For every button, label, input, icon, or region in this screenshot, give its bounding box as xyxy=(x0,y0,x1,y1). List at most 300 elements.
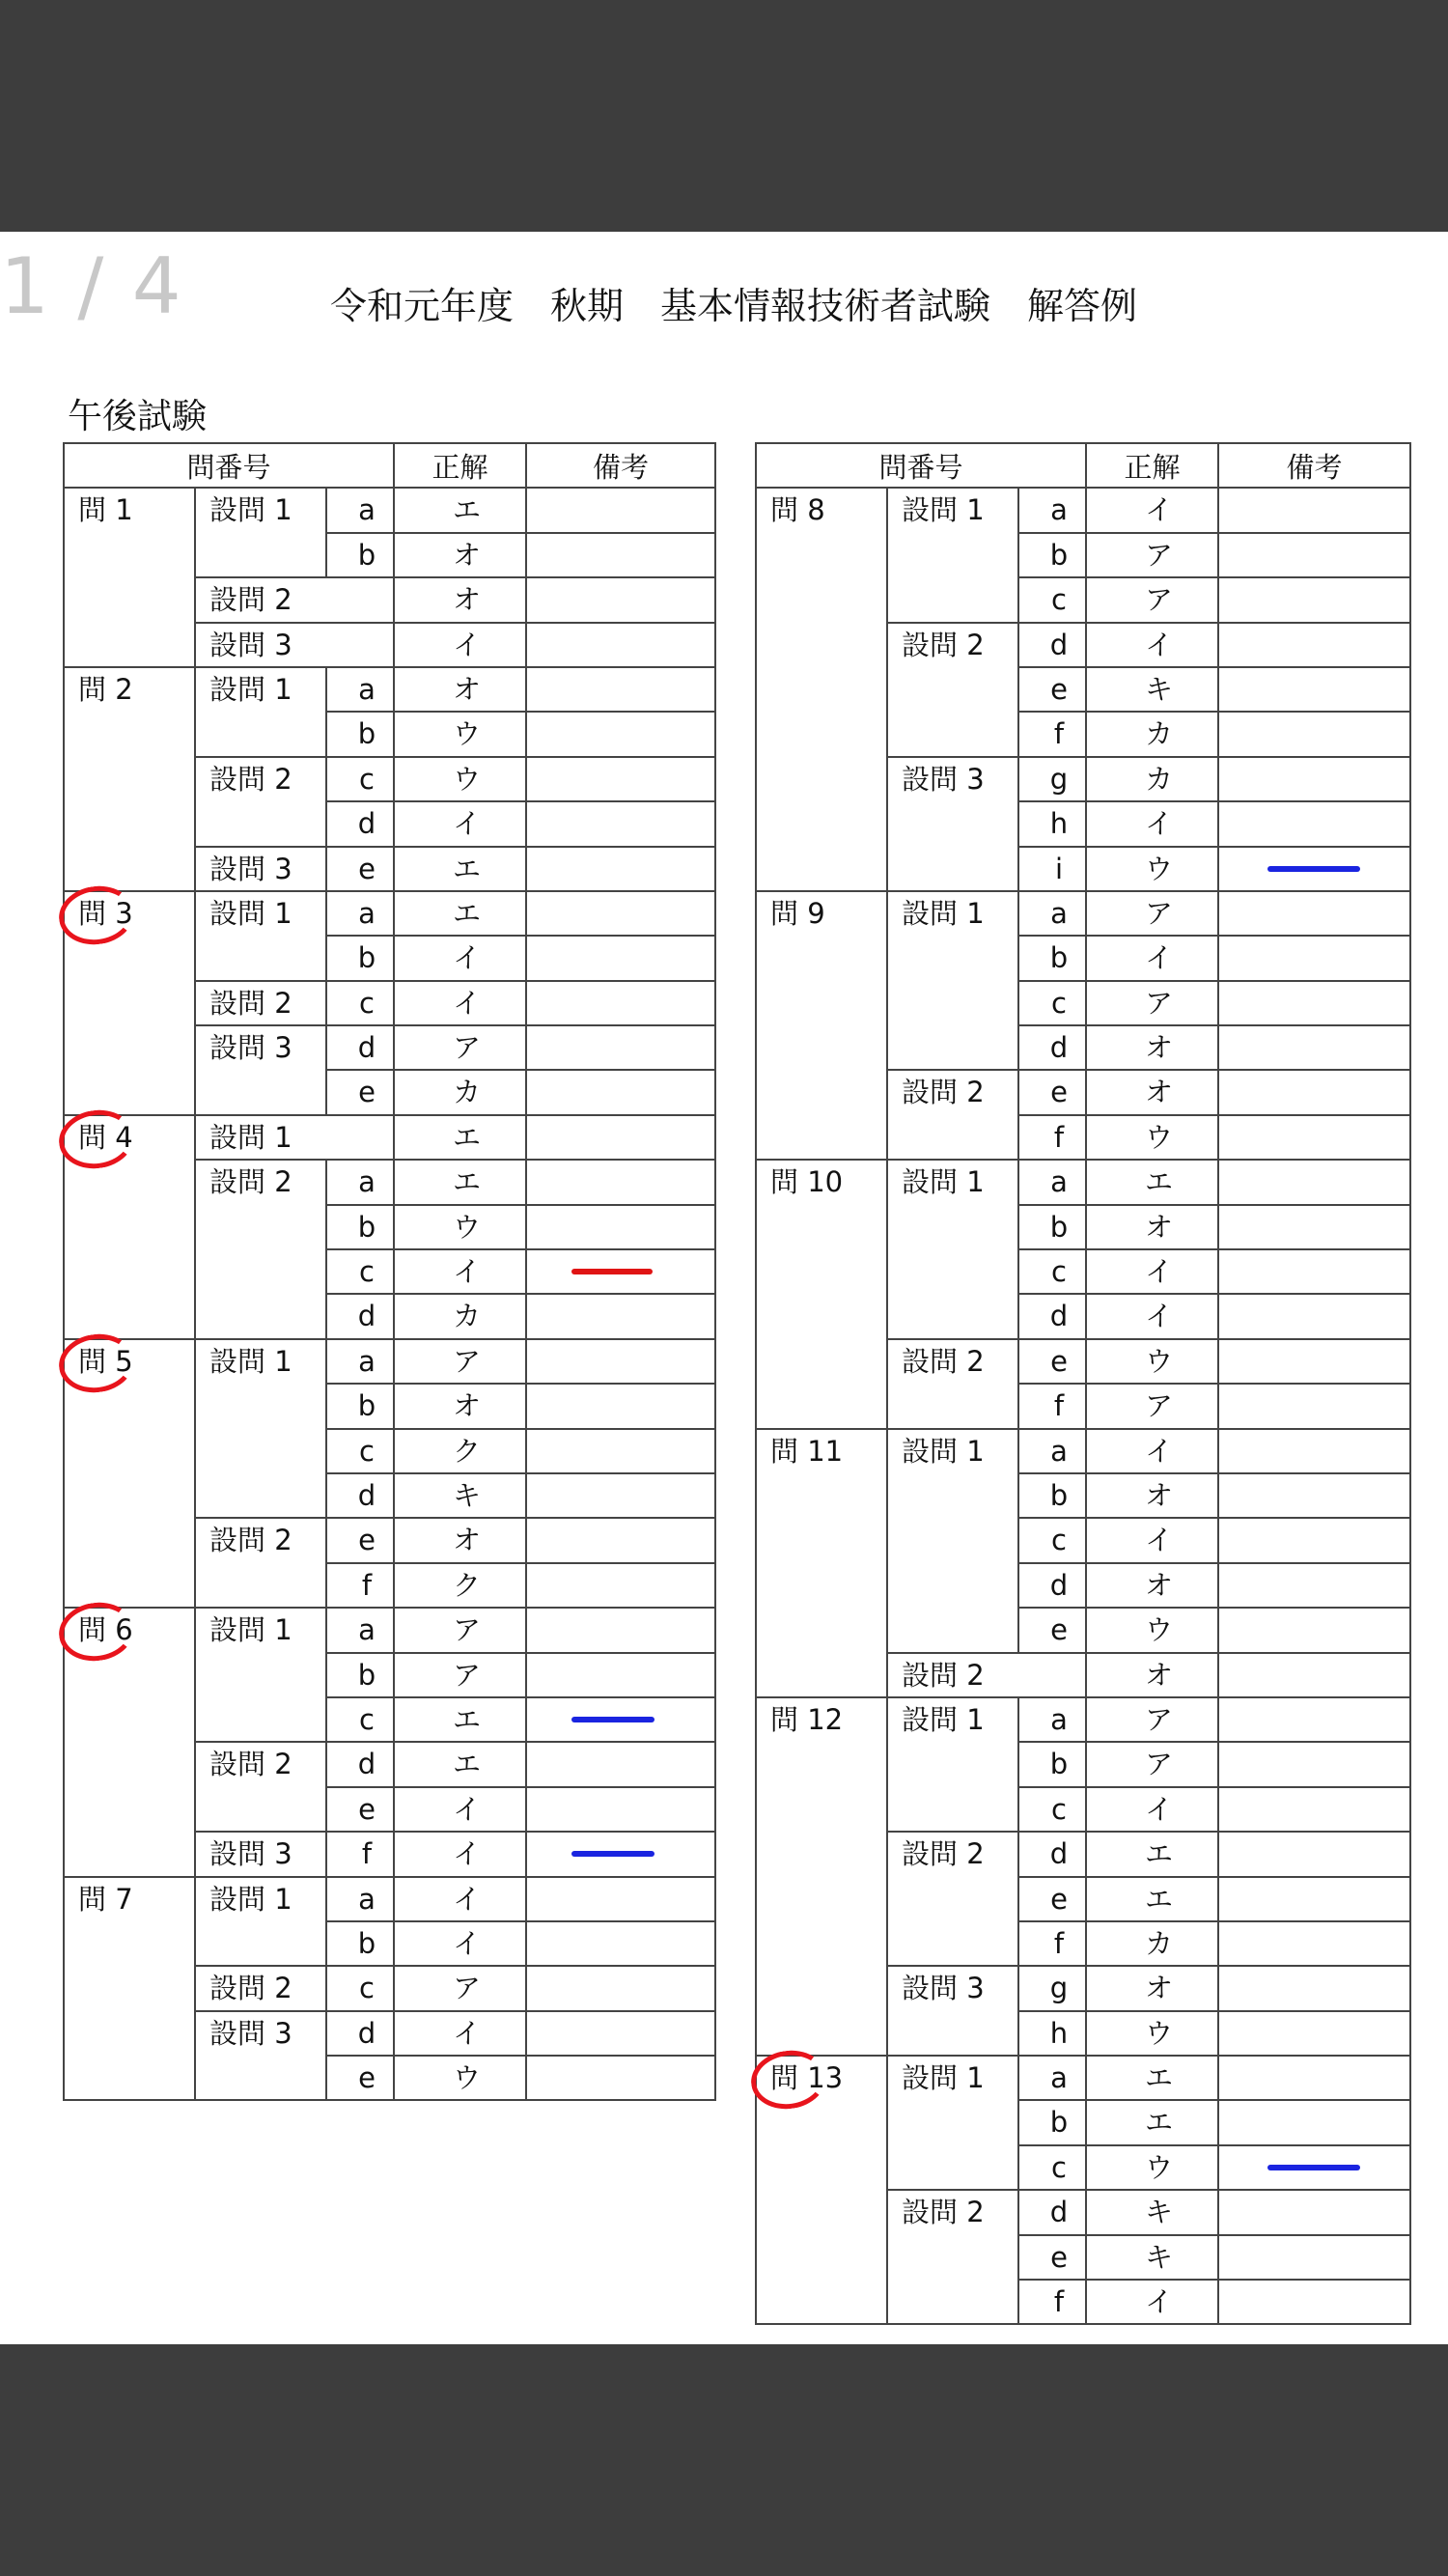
answer-cell: ウ xyxy=(394,2056,526,2100)
subquestion-label: 設問 3 xyxy=(195,847,326,891)
question-number: 問 2 xyxy=(64,667,195,891)
subquestion-label: 設問 1 xyxy=(887,1697,1018,1832)
answer-cell: ウ xyxy=(1086,2011,1218,2056)
question-number: 問 13 xyxy=(756,2056,887,2324)
answer-cell: イ xyxy=(394,1787,526,1832)
answer-cell: イ xyxy=(1086,2280,1218,2324)
table-row xyxy=(756,488,1410,532)
question-number: 問 1 xyxy=(64,488,195,667)
item-letter: c xyxy=(1018,1518,1086,1562)
note-cell xyxy=(526,1339,715,1384)
answer-cell: エ xyxy=(1086,1832,1218,1876)
answer-cell: ア xyxy=(1086,1742,1218,1786)
answer-cell: イ xyxy=(1086,936,1218,980)
note-cell xyxy=(526,1832,715,1876)
note-cell xyxy=(526,936,715,980)
note-cell xyxy=(1218,1518,1410,1562)
subquestion-label: 設問 1 xyxy=(195,667,326,757)
note-cell xyxy=(1218,1025,1410,1070)
answer-cell: オ xyxy=(1086,1966,1218,2010)
answer-cell: ウ xyxy=(394,1205,526,1249)
red-pen-mark xyxy=(571,1269,653,1274)
subquestion-label: 設問 2 xyxy=(887,623,1018,757)
note-cell xyxy=(526,2056,715,2100)
item-letter: g xyxy=(1018,1966,1086,2010)
answer-cell: オ xyxy=(1086,1473,1218,1518)
note-cell xyxy=(526,712,715,756)
answer-cell: イ xyxy=(394,623,526,667)
note-cell xyxy=(526,577,715,622)
subquestion-label: 設問 3 xyxy=(887,1966,1018,2056)
blue-pen-mark xyxy=(1267,2165,1360,2170)
answer-cell: イ xyxy=(394,2011,526,2056)
answer-cell: カ xyxy=(394,1294,526,1338)
answer-cell: カ xyxy=(1086,757,1218,801)
item-letter: f xyxy=(326,1563,394,1608)
item-letter: d xyxy=(326,1025,394,1070)
subquestion-label: 設問 2 xyxy=(195,1966,326,2010)
item-letter: b xyxy=(1018,2100,1086,2144)
answer-table-right xyxy=(755,442,1411,2325)
item-letter: c xyxy=(326,1966,394,2010)
subquestion-label: 設問 1 xyxy=(887,488,1018,622)
item-letter: d xyxy=(1018,1563,1086,1608)
item-letter: b xyxy=(1018,936,1086,980)
item-letter: a xyxy=(326,1160,394,1204)
red-circle-mark xyxy=(55,1330,138,1397)
item-letter: a xyxy=(1018,1429,1086,1473)
note-cell xyxy=(1218,1160,1410,1204)
item-letter: a xyxy=(326,488,394,532)
item-letter: e xyxy=(326,1070,394,1114)
note-cell xyxy=(526,1518,715,1562)
subquestion-label: 設問 2 xyxy=(887,2190,1018,2324)
subquestion-label: 設問 1 xyxy=(195,1339,326,1519)
note-cell xyxy=(1218,981,1410,1025)
note-cell xyxy=(1218,1473,1410,1518)
answer-cell: キ xyxy=(394,1473,526,1518)
answer-cell: イ xyxy=(1086,1294,1218,1338)
item-letter: c xyxy=(1018,577,1086,622)
subquestion-label: 設問 1 xyxy=(195,488,326,577)
answer-cell: オ xyxy=(394,667,526,712)
table-row xyxy=(64,1608,715,1652)
table-row xyxy=(756,1160,1410,1204)
note-cell xyxy=(526,1921,715,1966)
question-number: 問 3 xyxy=(64,891,195,1115)
note-cell xyxy=(526,488,715,532)
item-letter: a xyxy=(326,667,394,712)
answer-cell: ア xyxy=(1086,1384,1218,1428)
item-letter: d xyxy=(1018,1832,1086,1876)
note-cell xyxy=(526,1384,715,1428)
question-number: 問 6 xyxy=(64,1608,195,1876)
red-circle-mark xyxy=(55,882,138,949)
answer-cell: オ xyxy=(394,1384,526,1428)
subquestion-label: 設問 1 xyxy=(887,1160,1018,1339)
item-letter: b xyxy=(326,1921,394,1966)
item-letter: d xyxy=(1018,2190,1086,2234)
note-cell xyxy=(1218,488,1410,532)
column-header-note: 備考 xyxy=(526,443,715,488)
item-letter: b xyxy=(1018,1742,1086,1786)
item-letter: b xyxy=(326,1205,394,1249)
item-letter: i xyxy=(1018,847,1086,891)
subquestion-label: 設問 3 xyxy=(195,623,394,667)
item-letter: d xyxy=(326,1742,394,1786)
note-cell xyxy=(526,1070,715,1114)
item-letter: b xyxy=(326,712,394,756)
answer-cell: ウ xyxy=(1086,2145,1218,2190)
question-number: 問 12 xyxy=(756,1697,887,2056)
red-circle-mark xyxy=(55,1598,138,1666)
answer-cell: ア xyxy=(394,1608,526,1652)
answer-cell: オ xyxy=(394,1518,526,1562)
answer-cell: オ xyxy=(1086,1205,1218,1249)
table-row xyxy=(756,1697,1410,1742)
blue-pen-mark xyxy=(571,1717,654,1722)
item-letter: b xyxy=(326,1653,394,1697)
note-cell xyxy=(1218,623,1410,667)
note-cell xyxy=(526,1742,715,1786)
item-letter: f xyxy=(326,1832,394,1876)
note-cell xyxy=(1218,2011,1410,2056)
item-letter: f xyxy=(1018,712,1086,756)
item-letter: a xyxy=(326,1339,394,1384)
answer-cell: エ xyxy=(394,1697,526,1742)
question-number: 問 11 xyxy=(756,1429,887,1697)
document-page xyxy=(0,232,1448,2344)
item-letter: c xyxy=(326,981,394,1025)
question-number: 問 7 xyxy=(64,1877,195,2101)
note-cell xyxy=(526,1877,715,1921)
note-cell xyxy=(1218,2280,1410,2324)
item-letter: c xyxy=(326,1697,394,1742)
item-letter: e xyxy=(1018,1339,1086,1384)
subquestion-label: 設問 3 xyxy=(195,1025,326,1115)
subquestion-label: 設問 3 xyxy=(195,1832,326,1876)
note-cell xyxy=(526,1563,715,1608)
note-cell xyxy=(1218,1294,1410,1338)
answer-cell: オ xyxy=(1086,1653,1218,1697)
column-header-answer: 正解 xyxy=(1086,443,1218,488)
answer-cell: エ xyxy=(394,1742,526,1786)
item-letter: a xyxy=(326,1608,394,1652)
note-cell xyxy=(1218,1921,1410,1966)
item-letter: c xyxy=(326,757,394,801)
answer-cell: オ xyxy=(1086,1025,1218,1070)
subquestion-label: 設問 1 xyxy=(887,1429,1018,1653)
note-cell xyxy=(526,1787,715,1832)
note-cell xyxy=(1218,1115,1410,1160)
subquestion-label: 設問 1 xyxy=(195,891,326,981)
answer-cell: イ xyxy=(1086,488,1218,532)
item-letter: d xyxy=(326,2011,394,2056)
note-cell xyxy=(1218,712,1410,756)
answer-cell: エ xyxy=(1086,2056,1218,2100)
note-cell xyxy=(526,1608,715,1652)
table-row xyxy=(756,1429,1410,1473)
subquestion-label: 設問 2 xyxy=(887,1339,1018,1429)
item-letter: d xyxy=(326,1294,394,1338)
answer-cell: ア xyxy=(1086,577,1218,622)
answer-cell: イ xyxy=(1086,1518,1218,1562)
item-letter: h xyxy=(1018,2011,1086,2056)
item-letter: c xyxy=(326,1429,394,1473)
question-number: 問 5 xyxy=(64,1339,195,1608)
answer-cell: キ xyxy=(1086,667,1218,712)
item-letter: b xyxy=(1018,1205,1086,1249)
answer-cell: オ xyxy=(394,577,526,622)
note-cell xyxy=(526,533,715,577)
item-letter: c xyxy=(326,1249,394,1294)
item-letter: a xyxy=(1018,488,1086,532)
subquestion-label: 設問 2 xyxy=(195,757,326,847)
note-cell xyxy=(1218,1966,1410,2010)
note-cell xyxy=(526,1966,715,2010)
item-letter: c xyxy=(1018,2145,1086,2190)
item-letter: h xyxy=(1018,801,1086,846)
note-cell xyxy=(526,891,715,936)
table-row xyxy=(756,2056,1410,2100)
item-letter: a xyxy=(326,891,394,936)
subquestion-label: 設問 3 xyxy=(195,2011,326,2101)
answer-cell: イ xyxy=(1086,1787,1218,1832)
note-cell xyxy=(526,801,715,846)
item-letter: d xyxy=(326,801,394,846)
item-letter: f xyxy=(1018,1921,1086,1966)
answer-cell: ウ xyxy=(1086,1608,1218,1652)
note-cell xyxy=(1218,1877,1410,1921)
note-cell xyxy=(526,847,715,891)
note-cell xyxy=(1218,2235,1410,2280)
question-number: 問 4 xyxy=(64,1115,195,1339)
item-letter: e xyxy=(326,2056,394,2100)
note-cell xyxy=(526,1294,715,1338)
page-counter: 1 / 4 xyxy=(0,241,183,331)
note-cell xyxy=(1218,1339,1410,1384)
item-letter: a xyxy=(1018,2056,1086,2100)
note-cell xyxy=(526,1115,715,1160)
item-letter: f xyxy=(1018,2280,1086,2324)
item-letter: f xyxy=(1018,1115,1086,1160)
note-cell xyxy=(526,1473,715,1518)
note-cell xyxy=(526,1697,715,1742)
subquestion-label: 設問 2 xyxy=(195,577,394,622)
note-cell xyxy=(1218,2145,1410,2190)
answer-cell: エ xyxy=(394,891,526,936)
column-header-note: 備考 xyxy=(1218,443,1410,488)
item-letter: e xyxy=(1018,1877,1086,1921)
table-row xyxy=(64,488,715,532)
note-cell xyxy=(526,1160,715,1204)
answer-cell: ウ xyxy=(1086,847,1218,891)
answer-cell: ア xyxy=(1086,981,1218,1025)
table-row xyxy=(64,1877,715,1921)
table-row xyxy=(64,1339,715,1384)
answer-table-left xyxy=(63,442,716,2101)
item-letter: e xyxy=(326,847,394,891)
answer-cell: イ xyxy=(1086,1429,1218,1473)
note-cell xyxy=(526,623,715,667)
item-letter: c xyxy=(1018,1249,1086,1294)
red-circle-mark xyxy=(747,2046,830,2114)
answer-cell: ア xyxy=(394,1339,526,1384)
answer-cell: エ xyxy=(394,488,526,532)
answer-cell: イ xyxy=(394,936,526,980)
subquestion-label: 設問 1 xyxy=(195,1115,394,1160)
item-letter: d xyxy=(1018,1294,1086,1338)
note-cell xyxy=(526,981,715,1025)
item-letter: d xyxy=(1018,623,1086,667)
subquestion-label: 設問 2 xyxy=(195,1742,326,1832)
item-letter: b xyxy=(326,1384,394,1428)
blue-pen-mark xyxy=(1267,866,1360,872)
note-cell xyxy=(526,1653,715,1697)
column-header-answer: 正解 xyxy=(394,443,526,488)
item-letter: e xyxy=(1018,1608,1086,1652)
note-cell xyxy=(1218,1070,1410,1114)
answer-cell: キ xyxy=(1086,2235,1218,2280)
column-header-question: 問番号 xyxy=(64,443,394,488)
answer-cell: ア xyxy=(1086,891,1218,936)
note-cell xyxy=(1218,533,1410,577)
answer-cell: ア xyxy=(394,1653,526,1697)
subquestion-label: 設問 3 xyxy=(887,757,1018,891)
answer-cell: カ xyxy=(1086,712,1218,756)
answer-cell: イ xyxy=(394,1249,526,1294)
question-number: 問 10 xyxy=(756,1160,887,1428)
note-cell xyxy=(526,1205,715,1249)
item-letter: c xyxy=(1018,1787,1086,1832)
note-cell xyxy=(526,1025,715,1070)
item-letter: e xyxy=(1018,2235,1086,2280)
table-row xyxy=(64,667,715,712)
note-cell xyxy=(1218,1563,1410,1608)
answer-cell: キ xyxy=(1086,2190,1218,2234)
section-label: 午後試験 xyxy=(68,397,208,436)
item-letter: d xyxy=(326,1473,394,1518)
note-cell xyxy=(1218,801,1410,846)
answer-cell: ウ xyxy=(394,757,526,801)
note-cell xyxy=(1218,1832,1410,1876)
item-letter: b xyxy=(326,936,394,980)
item-letter: d xyxy=(1018,1025,1086,1070)
subquestion-label: 設問 2 xyxy=(887,1832,1018,1966)
item-letter: c xyxy=(1018,981,1086,1025)
note-cell xyxy=(1218,847,1410,891)
answer-cell: イ xyxy=(394,801,526,846)
answer-cell: エ xyxy=(394,847,526,891)
note-cell xyxy=(1218,2100,1410,2144)
item-letter: a xyxy=(326,1877,394,1921)
answer-cell: ウ xyxy=(394,712,526,756)
item-letter: b xyxy=(326,533,394,577)
note-cell xyxy=(526,2011,715,2056)
subquestion-label: 設問 2 xyxy=(195,1518,326,1608)
note-cell xyxy=(1218,1653,1410,1697)
item-letter: b xyxy=(1018,533,1086,577)
item-letter: e xyxy=(326,1518,394,1562)
note-cell xyxy=(1218,1384,1410,1428)
note-cell xyxy=(1218,1787,1410,1832)
note-cell xyxy=(526,1249,715,1294)
note-cell xyxy=(1218,1205,1410,1249)
note-cell xyxy=(1218,1742,1410,1786)
answer-cell: カ xyxy=(394,1070,526,1114)
item-letter: a xyxy=(1018,891,1086,936)
item-letter: b xyxy=(1018,1473,1086,1518)
note-cell xyxy=(1218,1608,1410,1652)
document-title: 令和元年度 秋期 基本情報技術者試験 解答例 xyxy=(329,285,1137,327)
subquestion-label: 設問 1 xyxy=(195,1608,326,1742)
note-cell xyxy=(1218,936,1410,980)
answer-cell: ア xyxy=(394,1025,526,1070)
item-letter: a xyxy=(1018,1697,1086,1742)
answer-cell: エ xyxy=(394,1115,526,1160)
answer-cell: オ xyxy=(1086,1070,1218,1114)
answer-cell: ク xyxy=(394,1429,526,1473)
note-cell xyxy=(526,1429,715,1473)
answer-cell: オ xyxy=(394,533,526,577)
answer-cell: イ xyxy=(1086,1249,1218,1294)
answer-cell: ア xyxy=(1086,533,1218,577)
note-cell xyxy=(526,667,715,712)
note-cell xyxy=(1218,1429,1410,1473)
note-cell xyxy=(1218,891,1410,936)
answer-cell: エ xyxy=(394,1160,526,1204)
item-letter: e xyxy=(1018,667,1086,712)
note-cell xyxy=(1218,2190,1410,2234)
table-row xyxy=(64,1115,715,1160)
item-letter: f xyxy=(1018,1384,1086,1428)
answer-cell: イ xyxy=(1086,623,1218,667)
answer-cell: ウ xyxy=(1086,1115,1218,1160)
red-circle-mark xyxy=(55,1106,138,1173)
item-letter: a xyxy=(1018,1160,1086,1204)
table-row xyxy=(756,891,1410,936)
subquestion-label: 設問 2 xyxy=(887,1070,1018,1160)
note-cell xyxy=(1218,577,1410,622)
answer-cell: イ xyxy=(394,981,526,1025)
answer-cell: ア xyxy=(394,1966,526,2010)
answer-cell: オ xyxy=(1086,1563,1218,1608)
answer-cell: エ xyxy=(1086,1160,1218,1204)
answer-cell: カ xyxy=(1086,1921,1218,1966)
answer-cell: イ xyxy=(1086,801,1218,846)
subquestion-label: 設問 1 xyxy=(887,891,1018,1071)
subquestion-label: 設問 1 xyxy=(887,2056,1018,2190)
table-row xyxy=(64,891,715,936)
note-cell xyxy=(1218,667,1410,712)
note-cell xyxy=(1218,1697,1410,1742)
note-cell xyxy=(526,757,715,801)
note-cell xyxy=(1218,2056,1410,2100)
note-cell xyxy=(1218,757,1410,801)
answer-cell: イ xyxy=(394,1832,526,1876)
subquestion-label: 設問 2 xyxy=(195,1160,326,1339)
item-letter: e xyxy=(326,1787,394,1832)
subquestion-label: 設問 2 xyxy=(887,1653,1086,1697)
answer-cell: イ xyxy=(394,1921,526,1966)
answer-cell: イ xyxy=(394,1877,526,1921)
answer-cell: エ xyxy=(1086,1877,1218,1921)
note-cell xyxy=(1218,1249,1410,1294)
question-number: 問 8 xyxy=(756,488,887,891)
answer-cell: ア xyxy=(1086,1697,1218,1742)
item-letter: e xyxy=(1018,1070,1086,1114)
question-number: 問 9 xyxy=(756,891,887,1160)
